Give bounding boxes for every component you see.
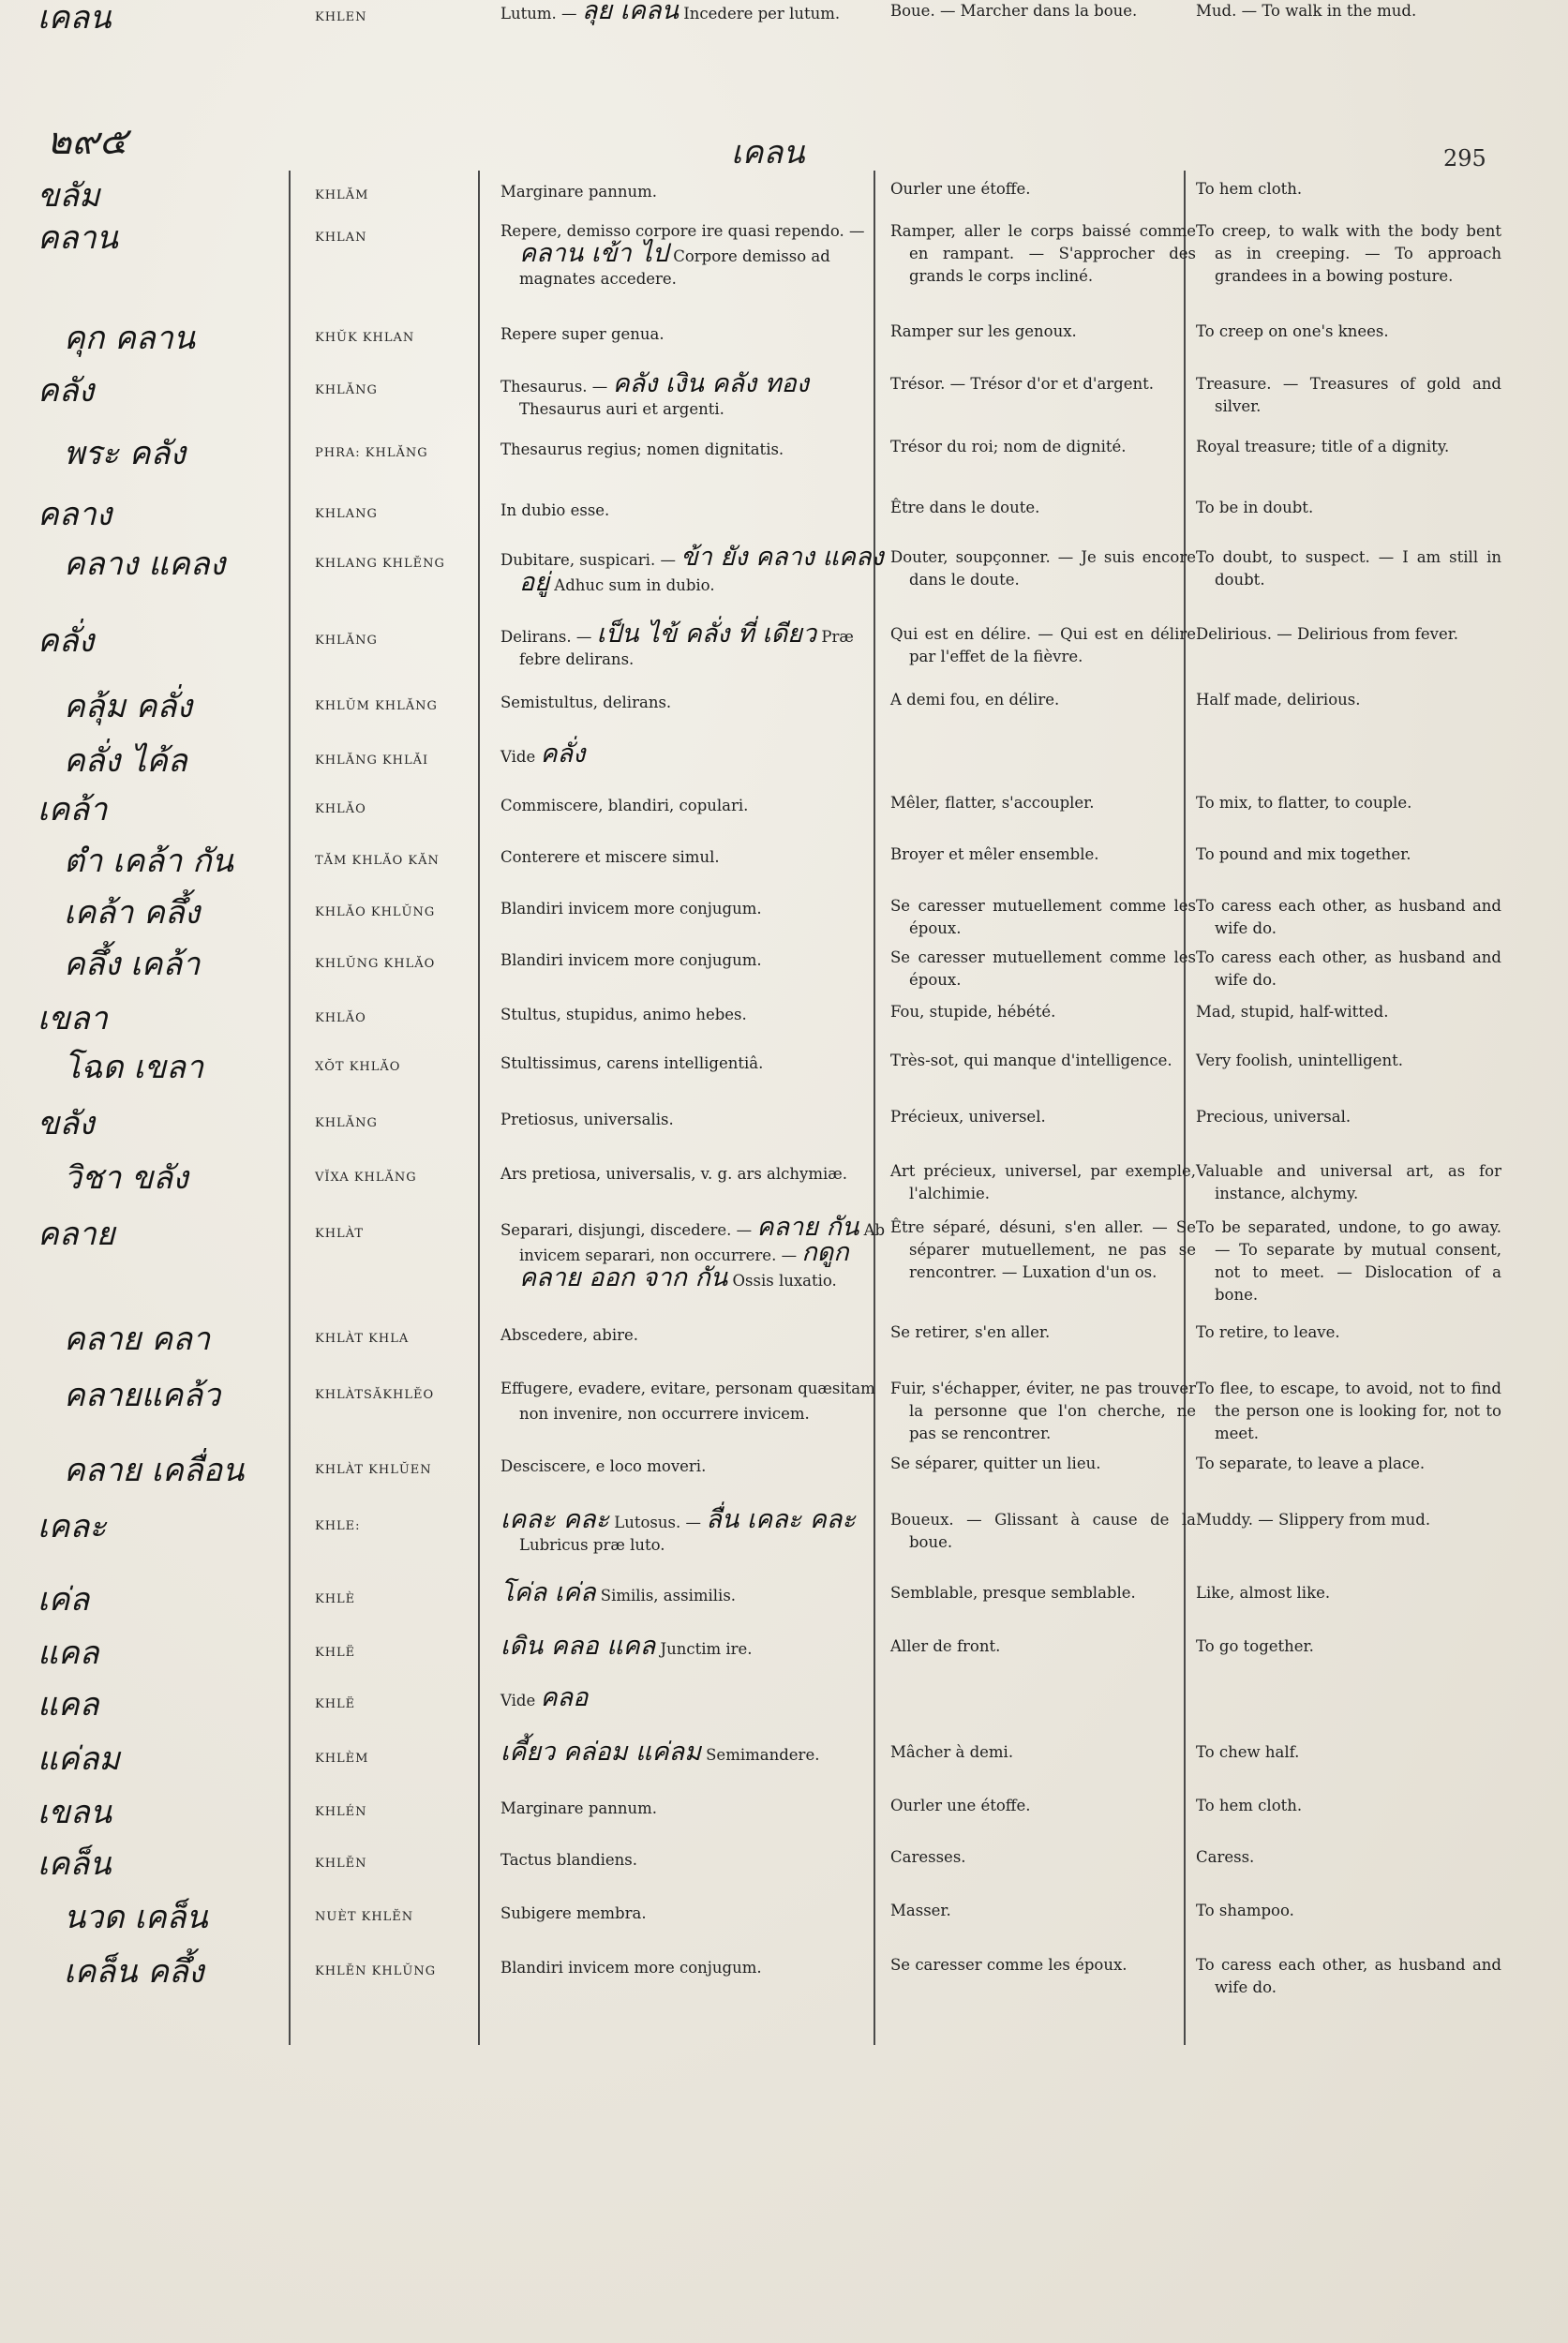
latin-definition bbox=[500, 369, 887, 421]
romanization: KHLÀT KHLŬEN bbox=[315, 1463, 432, 1477]
french-definition: Trésor du roi; nom de dignité. bbox=[890, 438, 1127, 455]
latin-definition bbox=[500, 321, 887, 346]
latin-text: Subigere membra. bbox=[500, 1904, 647, 1922]
romanization: XŎT KHLĂO bbox=[315, 1060, 401, 1074]
english-definition: Like, almost like. bbox=[1196, 1584, 1331, 1602]
english-definition: To be in doubt. bbox=[1196, 499, 1314, 516]
thai-headword: แคล bbox=[37, 1634, 99, 1672]
thai-headword: คลาย คลา bbox=[64, 1321, 211, 1358]
thai-headword: คลัง bbox=[37, 372, 95, 410]
romanization: KHLĔN bbox=[315, 1857, 367, 1871]
thai-example: คลอ bbox=[540, 1683, 589, 1712]
thai-headword: เคล็น คลึ้ง bbox=[64, 1953, 204, 1991]
french-definition: Caresses. bbox=[890, 1848, 966, 1866]
latin-text: Repere super genua. bbox=[500, 325, 665, 343]
romanization: KHLĂNG KHLĂI bbox=[315, 754, 429, 768]
romanization: KHLĂM bbox=[315, 188, 369, 202]
thai-example: ลื่น เคละ คละ bbox=[706, 1505, 856, 1534]
thai-headword: คลาน bbox=[37, 219, 118, 257]
latin-text: Stultus, stupidus, animo hebes. bbox=[500, 1006, 747, 1023]
running-head: เคลน bbox=[731, 134, 805, 172]
thai-headword: แค่ลม bbox=[37, 1740, 120, 1778]
french-definition: Précieux, universel. bbox=[890, 1108, 1046, 1126]
thai-headword: เค่ล bbox=[37, 1581, 90, 1619]
latin-gloss: Incedere per lutum. bbox=[683, 5, 841, 22]
french-definition: Trésor. — Trésor d'or et d'argent. bbox=[890, 375, 1155, 393]
romanization: KHLE: bbox=[315, 1519, 361, 1533]
french-definition: Se séparer, quitter un lieu. bbox=[890, 1455, 1101, 1472]
french-definition: Ramper, aller le corps baissé comme en rampant. — S'approcher des grands le corps incliné. bbox=[890, 222, 1196, 285]
thai-headword: วิชา ขลัง bbox=[64, 1159, 188, 1197]
latin-text: In dubio esse. bbox=[500, 501, 610, 519]
thai-example: ลุย เคลน bbox=[581, 0, 679, 25]
french-definition: Mâcher à demi. bbox=[890, 1743, 1014, 1761]
latin-text: Marginare pannum. bbox=[500, 183, 657, 201]
romanization: KHLÉN bbox=[315, 1805, 367, 1819]
english-definition: Half made, delirious. bbox=[1196, 691, 1361, 709]
latin-definition bbox=[500, 947, 887, 972]
french-definition: Être séparé, désuni, s'en aller. — Se séparer mutuellement, ne pas se rencontrer. — Luxation d'un os. bbox=[890, 1218, 1196, 1281]
thai-headword: ขลัม bbox=[37, 177, 100, 215]
thai-headword: เคละ bbox=[37, 1508, 107, 1545]
thai-example: โค่ล เค่ล bbox=[500, 1578, 596, 1607]
thai-headword: คลายแคล้ว bbox=[64, 1377, 221, 1414]
thai-headword: คลั่ง ไค้ล bbox=[64, 742, 187, 780]
english-definition: Royal treasure; title of a dignity. bbox=[1196, 438, 1450, 455]
romanization: KHLÀT bbox=[315, 1227, 365, 1241]
latin-gloss: Semimandere. bbox=[706, 1746, 820, 1764]
english-definition: Mad, stupid, half-witted. bbox=[1196, 1003, 1389, 1021]
latin-definition bbox=[500, 1213, 887, 1292]
thai-headword: แคล bbox=[37, 1686, 99, 1724]
latin-definition bbox=[500, 0, 887, 25]
thai-example: กดูก คลาย ออก จาก กัน bbox=[519, 1238, 849, 1292]
english-definition: Precious, universal. bbox=[1196, 1108, 1351, 1126]
french-definition: Se caresser comme les époux. bbox=[890, 1956, 1127, 1974]
latin-gloss: Corpore demisso ad magnates accedere. bbox=[519, 247, 830, 288]
thai-headword: คลาง แคลง bbox=[64, 545, 226, 583]
english-definition: To shampoo. bbox=[1196, 1902, 1294, 1919]
latin-gloss: Thesaurus auri et argenti. bbox=[519, 400, 724, 418]
latin-definition bbox=[500, 436, 887, 461]
romanization: KHLAN bbox=[315, 231, 367, 245]
page-number: 295 bbox=[1443, 145, 1486, 172]
latin-text: Delirans. — bbox=[500, 628, 592, 646]
french-definition: Art précieux, universel, par exemple, l'alchimie. bbox=[890, 1162, 1196, 1202]
latin-text: Ars pretiosa, universalis, v. g. ars alchymiæ. bbox=[500, 1165, 848, 1183]
english-definition: Muddy. — Slippery from mud. bbox=[1196, 1511, 1431, 1529]
romanization: KHLÈ bbox=[315, 1592, 356, 1606]
latin-definition bbox=[500, 1505, 887, 1557]
english-definition: Caress. bbox=[1196, 1848, 1255, 1866]
romanization: VĬXA KHLĂNG bbox=[315, 1171, 417, 1185]
latin-text: Dubitare, suspicari. — bbox=[500, 551, 676, 569]
romanization: KHLŬM KHLĂNG bbox=[315, 699, 438, 713]
french-definition: Qui est en délire. — Qui est en délire par l'effet de la fièvre. bbox=[890, 625, 1196, 665]
latin-definition bbox=[500, 1900, 887, 1925]
english-definition: Treasure. — Treasures of gold and silver. bbox=[1196, 375, 1501, 415]
thai-example: เคละ คละ bbox=[500, 1505, 610, 1534]
latin-text: Vide bbox=[500, 748, 536, 766]
latin-gloss: Lubricus præ luto. bbox=[519, 1536, 665, 1554]
latin-definition bbox=[500, 619, 887, 671]
english-definition: To chew half. bbox=[1196, 1743, 1300, 1761]
english-definition: To separate, to leave a place. bbox=[1196, 1455, 1426, 1472]
romanization: PHRA: KHLĂNG bbox=[315, 446, 428, 460]
english-definition: To flee, to escape, to avoid, not to find the person one is looking for, not to meet. bbox=[1196, 1380, 1501, 1442]
latin-text: Effugere, evadere, evitare, personam quæsitam non invenire, non occurrere invicem. bbox=[500, 1380, 875, 1423]
latin-gloss: Præ febre delirans. bbox=[519, 628, 854, 668]
latin-text: Blandiri invicem more conjugum. bbox=[500, 1959, 762, 1977]
thai-headword: เคล้า bbox=[37, 791, 108, 828]
english-definition: To hem cloth. bbox=[1196, 180, 1303, 198]
english-definition: To caress each other, as husband and wife do. bbox=[1196, 1956, 1501, 1996]
thai-headword: คลาย เคลื่อน bbox=[64, 1452, 245, 1489]
latin-gloss: Junctim ire. bbox=[660, 1640, 753, 1658]
latin-text: Thesaurus regius; nomen dignitatis. bbox=[500, 440, 784, 458]
english-definition: To hem cloth. bbox=[1196, 1797, 1303, 1814]
romanization: KHLANG KHLĔNG bbox=[315, 557, 445, 571]
latin-definition bbox=[500, 1378, 887, 1425]
thai-example: คลั่ง bbox=[540, 739, 586, 769]
french-definition: Se caresser mutuellement comme les époux. bbox=[890, 948, 1196, 989]
latin-text: Thesaurus. — bbox=[500, 378, 608, 395]
thai-headword: ตำ เคล้า กัน bbox=[64, 843, 233, 880]
latin-definition bbox=[500, 220, 887, 291]
romanization: KHLEN bbox=[315, 10, 367, 24]
english-definition: To retire, to leave. bbox=[1196, 1323, 1340, 1341]
english-definition: To pound and mix together. bbox=[1196, 845, 1411, 863]
thai-headword: เคลน bbox=[37, 0, 112, 37]
thai-headword: เขลน bbox=[37, 1794, 112, 1831]
french-definition: Ourler une étoffe. bbox=[890, 180, 1031, 198]
french-definition: Très-sot, qui manque d'intelligence. bbox=[890, 1052, 1172, 1069]
french-definition: Ourler une étoffe. bbox=[890, 1797, 1031, 1814]
latin-text: Separari, disjungi, discedere. — bbox=[500, 1221, 753, 1239]
romanization: TĂM KHLĂO KĂN bbox=[315, 854, 440, 868]
latin-gloss: Ossis luxatio. bbox=[732, 1272, 837, 1290]
latin-text: Desciscere, e loco moveri. bbox=[500, 1457, 707, 1475]
thai-example: คลาย กัน bbox=[756, 1213, 859, 1242]
latin-definition bbox=[500, 178, 887, 203]
french-definition: Être dans le doute. bbox=[890, 499, 1040, 516]
romanization: KHLĔN KHLŬNG bbox=[315, 1964, 437, 1978]
english-definition: To doubt, to suspect. — I am still in doubt. bbox=[1196, 548, 1501, 589]
thai-headword: เคล้า คลึ้ง bbox=[64, 894, 201, 932]
latin-definition bbox=[500, 1683, 887, 1712]
latin-definition bbox=[500, 1738, 887, 1767]
latin-definition bbox=[500, 543, 887, 597]
thai-example: ข้า ยัง คลาง แคลง อยู่ bbox=[519, 543, 884, 597]
thai-page-number: ๒๙๕ bbox=[47, 120, 127, 163]
latin-gloss: Similis, assimilis. bbox=[600, 1587, 737, 1604]
latin-definition bbox=[500, 1453, 887, 1478]
french-definition: Aller de front. bbox=[890, 1637, 1001, 1655]
thai-headword: เคล็น bbox=[37, 1845, 112, 1883]
latin-definition bbox=[500, 1160, 887, 1186]
latin-gloss: Adhuc sum in dubio. bbox=[554, 576, 715, 594]
thai-headword: คลุ้ม คลั่ง bbox=[64, 688, 192, 725]
romanization: KHŬK KHLAN bbox=[315, 331, 415, 345]
latin-text: Stultissimus, carens intelligentiâ. bbox=[500, 1054, 764, 1072]
latin-definition bbox=[500, 895, 887, 920]
latin-definition bbox=[500, 497, 887, 522]
latin-definition bbox=[500, 1001, 887, 1026]
latin-text: Vide bbox=[500, 1692, 536, 1709]
romanization: KHLÀT KHLA bbox=[315, 1332, 410, 1346]
thai-headword: คลาง bbox=[37, 496, 112, 533]
french-definition: Fou, stupide, hébété. bbox=[890, 1003, 1056, 1021]
latin-text: Abscedere, abire. bbox=[500, 1326, 638, 1344]
romanization: KHLĂNG bbox=[315, 1116, 378, 1130]
latin-text: Pretiosus, universalis. bbox=[500, 1111, 674, 1128]
thai-example: คลาน เข้า ไป bbox=[519, 239, 668, 268]
latin-definition bbox=[500, 792, 887, 817]
english-definition: To creep, to walk with the body bent as in creeping. — To approach grandees in a bowing posture. bbox=[1196, 222, 1501, 285]
romanization: KHLĂNG bbox=[315, 634, 378, 648]
latin-definition bbox=[500, 689, 887, 714]
latin-definition bbox=[500, 1321, 887, 1347]
french-definition: Douter, soupçonner. — Je suis encore dans le doute. bbox=[890, 548, 1196, 589]
french-definition: Se caresser mutuellement comme les époux. bbox=[890, 897, 1196, 937]
english-definition: Delirious. — Delirious from fever. bbox=[1196, 625, 1459, 643]
romanization: KHLANG bbox=[315, 507, 378, 521]
latin-definition bbox=[500, 1578, 887, 1607]
latin-text: Repere, demisso corpore ire quasi rependo. — bbox=[500, 222, 865, 240]
latin-definition bbox=[500, 739, 887, 769]
latin-definition bbox=[500, 1050, 887, 1075]
thai-headword: ขลัง bbox=[37, 1105, 95, 1142]
thai-example: เป็น ไข้ คลั่ง ที่ เดียว bbox=[596, 619, 817, 649]
latin-text: Conterere et miscere simul. bbox=[500, 848, 720, 866]
thai-headword: คุก คลาน bbox=[64, 320, 196, 357]
french-definition: Boueux. — Glissant à cause de la boue. bbox=[890, 1511, 1196, 1551]
latin-text: Commiscere, blandiri, copulari. bbox=[500, 797, 749, 814]
english-definition: To go together. bbox=[1196, 1637, 1314, 1655]
latin-text: Blandiri invicem more conjugum. bbox=[500, 900, 762, 918]
latin-gloss: Lutosus. — bbox=[614, 1514, 701, 1531]
thai-headword: โฉด เขลา bbox=[64, 1049, 204, 1086]
romanization: KHLË bbox=[315, 1646, 356, 1660]
english-definition: To mix, to flatter, to couple. bbox=[1196, 794, 1412, 812]
latin-text: Blandiri invicem more conjugum. bbox=[500, 951, 762, 969]
romanization: KHLĂO bbox=[315, 1011, 366, 1025]
latin-definition bbox=[500, 1846, 887, 1872]
romanization: KHLÀTSĂKHLĔO bbox=[315, 1388, 435, 1402]
column-rule-2 bbox=[478, 171, 480, 2045]
romanization: KHLĂNG bbox=[315, 383, 378, 397]
romanization: KHLĂO bbox=[315, 802, 366, 816]
english-definition: To caress each other, as husband and wife do. bbox=[1196, 897, 1501, 937]
latin-definition bbox=[500, 1632, 887, 1661]
thai-headword: คลาย bbox=[37, 1216, 115, 1253]
latin-text: Marginare pannum. bbox=[500, 1799, 657, 1817]
thai-example: เดิน คลอ แคล bbox=[500, 1632, 656, 1661]
latin-definition bbox=[500, 843, 887, 869]
french-definition: Se retirer, s'en aller. bbox=[890, 1323, 1051, 1341]
latin-definition bbox=[500, 1795, 887, 1820]
french-definition: Ramper sur les genoux. bbox=[890, 322, 1077, 340]
french-definition: Mêler, flatter, s'accoupler. bbox=[890, 794, 1095, 812]
romanization: KHLË bbox=[315, 1697, 356, 1711]
thai-headword: คลึ้ง เคล้า bbox=[64, 946, 201, 983]
thai-headword: คลั่ง bbox=[37, 622, 95, 660]
french-definition: Masser. bbox=[890, 1902, 951, 1919]
latin-gloss: Ab invicem separari, non occurrere. — bbox=[519, 1221, 886, 1264]
french-definition: Boue. — Marcher dans la boue. bbox=[890, 2, 1138, 20]
english-definition: To be separated, undone, to go away. — To separate by mutual consent, not to meet. — Dislocation of a bone. bbox=[1196, 1218, 1501, 1304]
french-definition: Fuir, s'échapper, éviter, ne pas trouver la personne que l'on cherche, ne pas se rencontrer. bbox=[890, 1380, 1196, 1442]
english-definition: Valuable and universal art, as for instance, alchymy. bbox=[1196, 1162, 1501, 1202]
english-definition: To creep on one's knees. bbox=[1196, 322, 1389, 340]
latin-text: Semistultus, delirans. bbox=[500, 694, 672, 711]
thai-headword: นวด เคล็น bbox=[64, 1899, 208, 1936]
french-definition: Broyer et mêler ensemble. bbox=[890, 845, 1099, 863]
romanization: KHLÈM bbox=[315, 1752, 369, 1766]
english-definition: Very foolish, unintelligent. bbox=[1196, 1052, 1403, 1069]
romanization: KHLĂO KHLŬNG bbox=[315, 905, 436, 919]
thai-headword: พระ คลัง bbox=[64, 435, 186, 472]
latin-definition bbox=[500, 1106, 887, 1131]
thai-example: คลัง เงิน คลัง ทอง bbox=[612, 369, 809, 398]
thai-headword: เขลา bbox=[37, 1000, 108, 1037]
thai-example: เคี้ยว คล่อม แค่ลม bbox=[500, 1738, 701, 1767]
french-definition: A demi fou, en délire. bbox=[890, 691, 1060, 709]
latin-text: Lutum. — bbox=[500, 5, 577, 22]
latin-definition bbox=[500, 1954, 887, 1979]
french-definition: Semblable, presque semblable. bbox=[890, 1584, 1136, 1602]
latin-text: Tactus blandiens. bbox=[500, 1851, 638, 1869]
romanization: KHLŬNG KHLĂO bbox=[315, 957, 436, 971]
english-definition: Mud. — To walk in the mud. bbox=[1196, 2, 1417, 20]
romanization: NUÈT KHLĔN bbox=[315, 1910, 414, 1924]
english-definition: To caress each other, as husband and wife do. bbox=[1196, 948, 1501, 989]
